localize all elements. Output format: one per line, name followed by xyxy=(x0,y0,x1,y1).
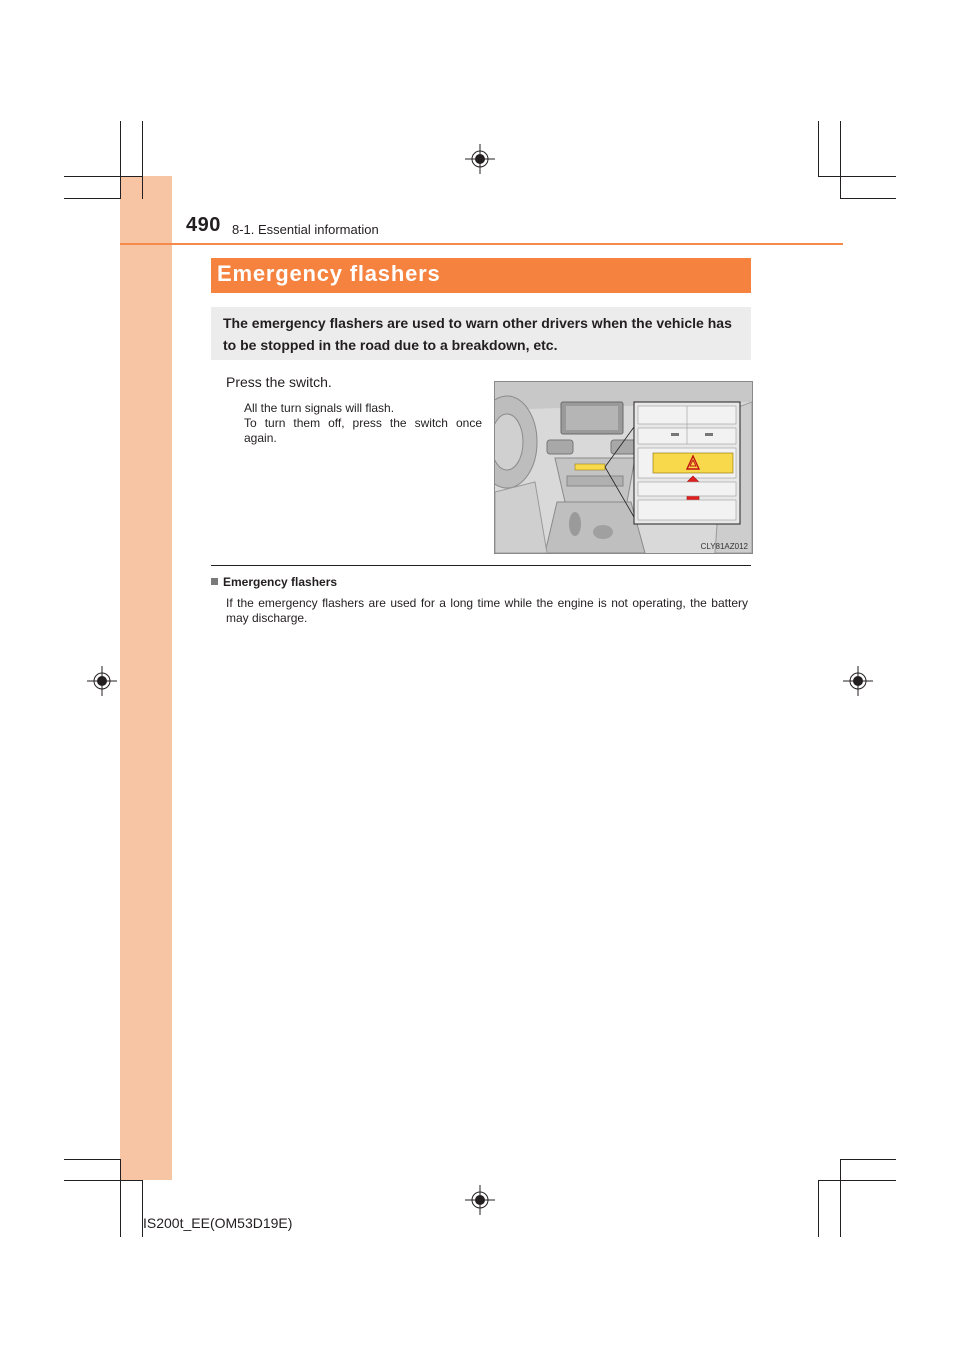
crop-mark xyxy=(818,1180,896,1181)
crop-mark xyxy=(840,1159,896,1160)
side-tab xyxy=(120,176,172,1180)
registration-mark-icon xyxy=(843,666,873,696)
crop-mark xyxy=(840,1159,841,1237)
section-title: 8-1. Essential information xyxy=(232,222,379,237)
page-number: 490 xyxy=(186,214,221,236)
crop-mark xyxy=(64,176,142,177)
crop-mark xyxy=(818,121,819,176)
crop-mark xyxy=(818,176,896,177)
figure-code: CLY81AZ012 xyxy=(700,542,748,551)
crop-mark xyxy=(120,1159,121,1237)
intro-text: The emergency flashers are used to warn other drivers when the vehicle has to be stopped in the road due to a breakdown, etc. xyxy=(223,315,732,353)
page-title: Emergency flashers xyxy=(217,261,441,286)
note-heading-text: Emergency flashers xyxy=(223,575,338,589)
registration-mark-icon xyxy=(465,1185,495,1215)
crop-mark xyxy=(120,121,121,199)
crop-mark xyxy=(64,1159,120,1160)
crop-mark xyxy=(64,198,120,199)
section-divider xyxy=(211,565,751,566)
registration-mark-icon xyxy=(87,666,117,696)
crop-mark xyxy=(818,1180,819,1237)
intro-box xyxy=(211,307,751,360)
header-divider xyxy=(120,243,843,245)
footer-code: IS200t_EE(OM53D19E) xyxy=(143,1215,293,1231)
crop-mark xyxy=(142,121,143,199)
step-note: All the turn signals will flash. To turn them off, press the switch once again. xyxy=(244,401,482,445)
note-heading xyxy=(211,575,337,589)
dashboard-illustration xyxy=(495,382,752,553)
title-bar xyxy=(211,258,751,293)
crop-mark xyxy=(840,121,841,199)
square-bullet-icon xyxy=(211,578,218,585)
crop-mark xyxy=(840,198,896,199)
dashboard-figure xyxy=(494,381,753,554)
note-body: If the emergency flashers are used for a long time while the engine is not operating, the battery may discharge. xyxy=(226,596,748,625)
crop-mark xyxy=(64,1180,142,1181)
registration-mark-icon xyxy=(465,144,495,174)
step-text: Press the switch. xyxy=(226,374,332,390)
